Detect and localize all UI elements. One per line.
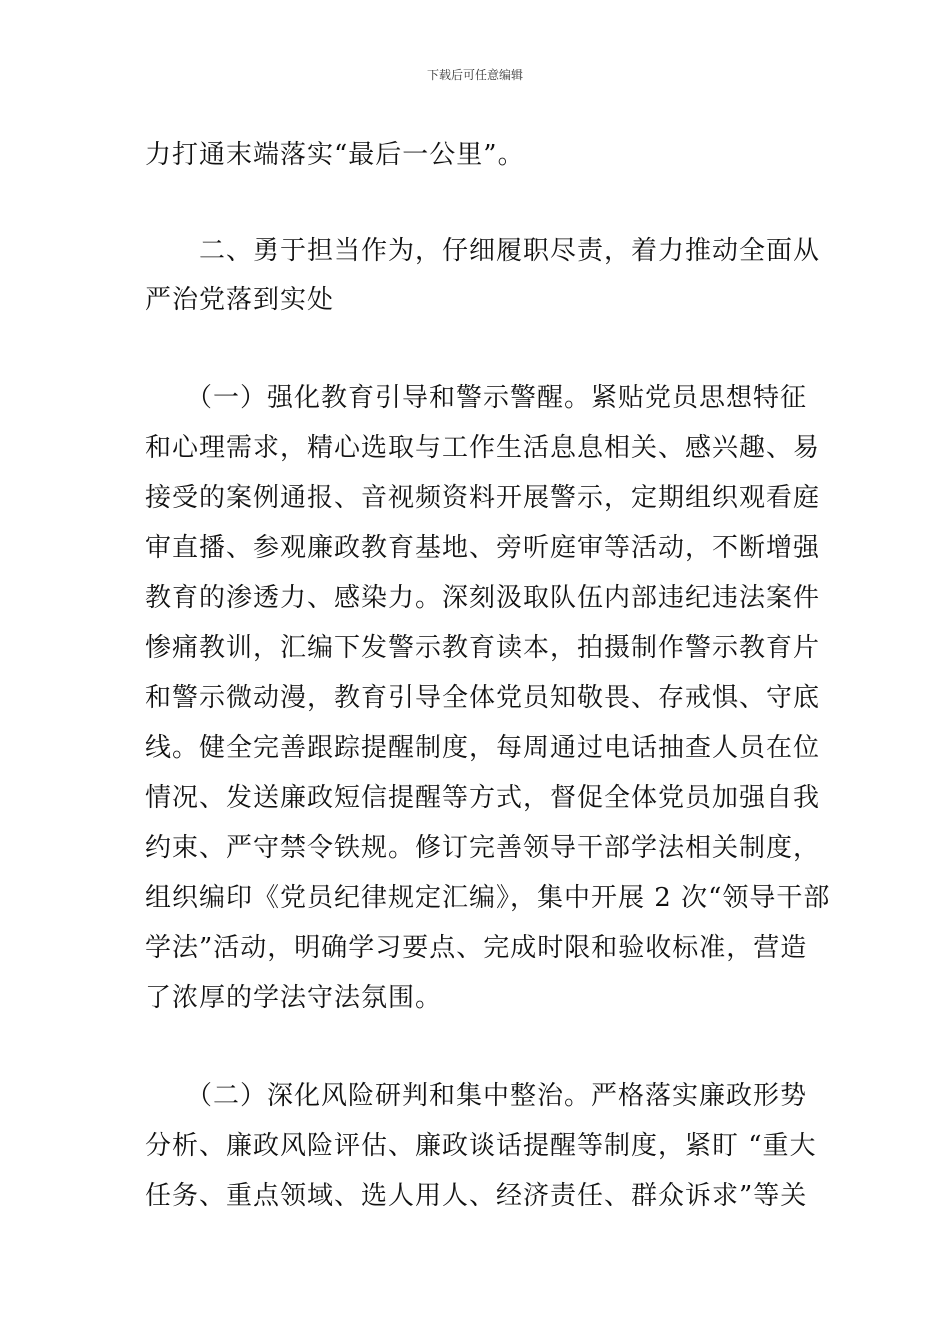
- text-line: 分析、廉政风险评估、廉政谈话提醒等制度，紧盯 “重大: [145, 1131, 817, 1161]
- text-line: 审直播、参观廉政教育基地、旁听庭审等活动，不断增强: [145, 533, 821, 563]
- text-line: 和心理需求，精心选取与工作生活息息相关、感兴趣、易: [145, 433, 821, 463]
- page-header: 下载后可任意编辑: [426, 68, 523, 82]
- text-line: 约束、严守禁令铁规。修订完善领导干部学法相关制度，: [145, 833, 821, 863]
- text-line: 严治党落到实处: [145, 285, 335, 315]
- text-line: 力打通末端落实“最后一公里”。: [145, 140, 525, 170]
- text-line: 了浓厚的学法守法氛围。: [145, 983, 443, 1013]
- text-line: 学法”活动，明确学习要点、完成时限和验收标准，营造: [145, 933, 808, 963]
- text-line: （一）强化教育引导和警示警醒。紧贴党员思想特征: [145, 383, 808, 413]
- text-line: 教育的渗透力、感染力。深刻汲取队伍内部违纪违法案件: [145, 583, 821, 613]
- text-line: 情况、发送廉政短信提醒等方式，督促全体党员加强自我: [145, 783, 821, 813]
- text-line: （二）深化风险研判和集中整治。严格落实廉政形势: [145, 1081, 808, 1111]
- text-line: 任务、重点领域、选人用人、经济责任、群众诉求”等关: [145, 1181, 808, 1211]
- text-line: 二、勇于担当作为，仔细履职尽责，着力推动全面从: [145, 236, 821, 266]
- text-line: 接受的案例通报、音视频资料开展警示，定期组织观看庭: [145, 483, 821, 513]
- text-line: 组织编印《党员纪律规定汇编》，集中开展 2 次“领导干部: [145, 883, 831, 913]
- text-line: 惨痛教训，汇编下发警示教育读本，拍摄制作警示教育片: [145, 633, 821, 663]
- text-line: 和警示微动漫，教育引导全体党员知敬畏、存戒惧、守底: [145, 683, 821, 713]
- text-line: 线。健全完善跟踪提醒制度，每周通过电话抽查人员在位: [145, 733, 821, 763]
